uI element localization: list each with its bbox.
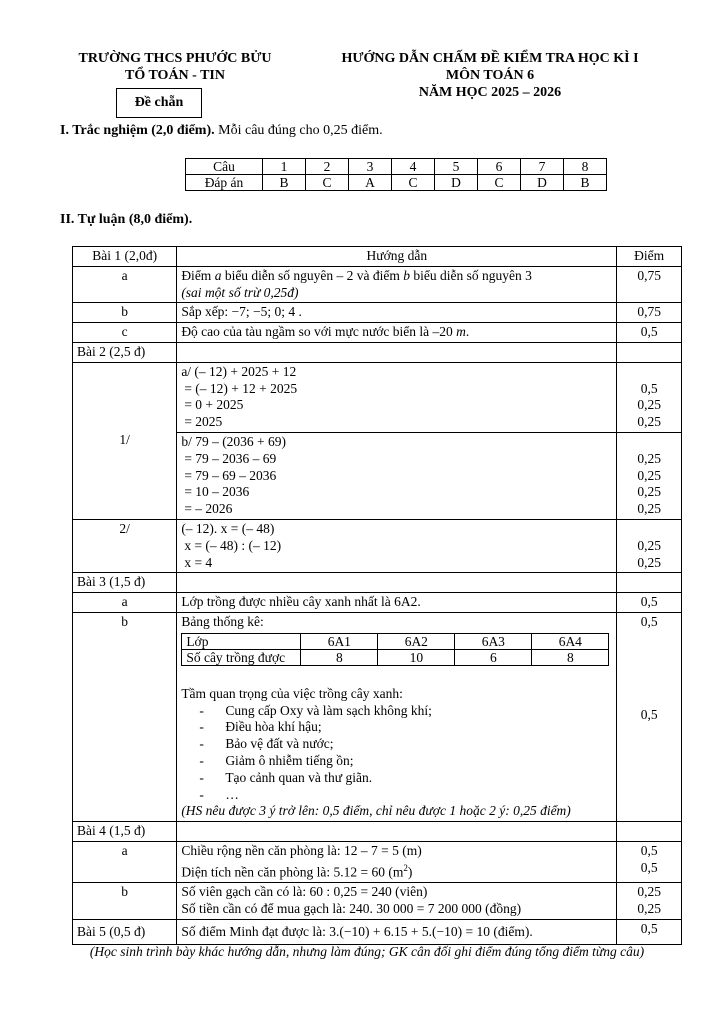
stats-value-row xyxy=(182,649,609,665)
score: 0,5 xyxy=(617,323,682,343)
table-row xyxy=(73,612,682,821)
score: 0,5 xyxy=(640,613,658,629)
stats-table xyxy=(181,633,609,666)
list-item: - … xyxy=(199,787,612,804)
essay-grading-table xyxy=(72,246,682,945)
empty-cell xyxy=(617,822,682,842)
text: + 6.15 + 5. xyxy=(369,923,432,939)
guide-cell xyxy=(177,362,617,432)
school-year: NĂM HỌC 2025 – 2026 xyxy=(418,85,562,100)
guide-cell xyxy=(177,323,617,343)
math-term: (−10) xyxy=(431,923,463,939)
mc-label-question: Câu xyxy=(186,159,263,175)
table-row xyxy=(73,303,682,323)
score-cell xyxy=(617,362,682,432)
stats-value: 10 xyxy=(378,649,455,665)
text: biểu diễn số nguyên – 2 và điểm xyxy=(221,267,404,283)
importance-heading: Tầm quan trọng của việc trồng cây xanh: xyxy=(181,685,403,701)
var-b: b xyxy=(403,267,411,283)
score: 0,5 xyxy=(617,593,682,613)
empty-cell xyxy=(177,342,617,362)
text: = 10 (điểm). xyxy=(462,923,533,939)
guide-cell xyxy=(177,432,617,519)
table-row xyxy=(73,519,682,572)
stats-label: Lớp xyxy=(182,633,301,649)
score xyxy=(621,521,677,538)
list-item: - Tạo cảnh quan và thư giãn. xyxy=(199,770,612,787)
header-left xyxy=(55,50,295,84)
mc-question: 1 xyxy=(263,159,306,175)
table-row xyxy=(73,919,682,945)
guide-line: (– 12). x = (– 48) xyxy=(181,520,275,536)
score: 0,25 xyxy=(637,884,661,899)
importance-list xyxy=(181,703,612,804)
mc-question: 7 xyxy=(521,159,564,175)
col-header-bai1: Bài 1 (2,0đ) xyxy=(73,247,177,267)
header-right xyxy=(300,50,680,101)
mc-answer: C xyxy=(392,175,435,191)
row-label: 1/ xyxy=(73,362,177,519)
footer-note: (Học sinh trình bày khác hướng dẫn, nhưng làm đúng; GK cân đối ghi điểm đúng tổng điểm từng câu) xyxy=(89,944,645,959)
col-header-score: Điểm xyxy=(617,247,682,267)
stats-class: 6A2 xyxy=(378,633,455,649)
score-cell xyxy=(617,432,682,519)
mc-label-answer: Đáp án xyxy=(186,175,263,191)
stats-title: Bảng thống kê: xyxy=(181,613,264,629)
text: Điểm xyxy=(181,267,215,283)
guide-line: = 10 – 2036 xyxy=(184,484,250,500)
stats-value: 8 xyxy=(532,649,609,665)
guide-line: = 2025 xyxy=(184,414,223,430)
row-label: b xyxy=(73,883,177,920)
stats-class: 6A1 xyxy=(301,633,378,649)
row-label: b xyxy=(73,612,177,821)
section-label: Bài 2 (2,5 đ) xyxy=(73,342,177,362)
guide-line: Chiều rộng nền căn phòng là: 12 – 7 = 5 (m) xyxy=(181,842,422,858)
list-item: - Cung cấp Oxy và làm sạch không khí; xyxy=(199,703,612,720)
guide-note: (sai một số trừ 0,25đ) xyxy=(181,284,299,300)
text: . xyxy=(465,324,470,340)
empty-cell xyxy=(617,342,682,362)
guide-cell: Lớp trồng được nhiều cây xanh nhất là 6A2. xyxy=(177,593,617,613)
mc-answer: B xyxy=(564,175,607,191)
guide-cell xyxy=(177,919,617,945)
mc-question: 5 xyxy=(435,159,478,175)
stats-class: 6A4 xyxy=(532,633,609,649)
mc-question: 6 xyxy=(478,159,521,175)
part2-heading-line xyxy=(60,212,192,228)
part1-heading: I. Trắc nghiệm (2,0 điểm). xyxy=(60,123,215,138)
score: 0,5 xyxy=(617,919,682,945)
guide-line: b/ 79 – (2036 + 69) xyxy=(181,433,287,449)
part2-heading: II. Tự luận (8,0 điểm). xyxy=(60,212,193,227)
stats-value: 6 xyxy=(455,649,532,665)
score: 0,5 xyxy=(640,859,658,875)
text: biểu diễn số nguyên 3 xyxy=(410,267,532,283)
school-name: TRƯỜNG THCS PHƯỚC BỬU xyxy=(78,51,272,66)
guide-line: Số tiền cần có để mua gạch là: 240. 30 000 = 7 200 000 (đồng) xyxy=(181,900,522,916)
row-label: b xyxy=(73,303,177,323)
guide-cell xyxy=(177,519,617,572)
exam-variant: Đề chẵn xyxy=(134,95,184,110)
score: 0,25 xyxy=(637,484,661,500)
mc-question: 2 xyxy=(306,159,349,175)
empty-cell xyxy=(617,573,682,593)
mc-answer: C xyxy=(306,175,349,191)
guide-line: = 79 – 69 – 2036 xyxy=(184,467,277,483)
mc-question-row xyxy=(186,159,607,175)
mc-answer-row xyxy=(186,175,607,191)
multiple-choice-table xyxy=(185,158,607,191)
guide-cell xyxy=(177,841,617,882)
guide-cell: Sắp xếp: −7; −5; 0; 4 . xyxy=(177,303,617,323)
mc-question: 4 xyxy=(392,159,435,175)
score: 0,75 xyxy=(617,266,682,303)
list-item: - Bảo vệ đất và nước; xyxy=(199,736,612,753)
list-item: - Giảm ô nhiễm tiếng ồn; xyxy=(199,753,612,770)
guide-line: = 0 + 2025 xyxy=(184,397,244,413)
mc-answer: A xyxy=(349,175,392,191)
section-label: Bài 4 (1,5 đ) xyxy=(73,822,177,842)
table-row xyxy=(73,362,682,432)
guide-line xyxy=(181,268,612,285)
guide-cell xyxy=(177,612,617,821)
score: 0,25 xyxy=(637,397,661,413)
table-header-row xyxy=(73,247,682,267)
mc-answer: B xyxy=(263,175,306,191)
mc-answer: D xyxy=(435,175,478,191)
doc-title: HƯỚNG DẪN CHẤM ĐỀ KIỂM TRA HỌC KÌ I xyxy=(341,51,639,66)
score: 0,5 xyxy=(640,842,658,858)
guide-cell xyxy=(177,883,617,920)
math-term: (−10) xyxy=(339,923,370,939)
table-row xyxy=(73,323,682,343)
table-row xyxy=(73,266,682,303)
empty-cell xyxy=(177,573,617,593)
score xyxy=(621,364,677,381)
stats-class: 6A3 xyxy=(455,633,532,649)
score-cell xyxy=(617,612,682,821)
score: 0,25 xyxy=(637,450,661,466)
score: 0,25 xyxy=(637,501,661,517)
guide-line: = (– 12) + 12 + 2025 xyxy=(184,380,298,396)
score-cell xyxy=(617,841,682,882)
table-row xyxy=(73,593,682,613)
stats-header-row xyxy=(182,633,609,649)
row-label: a xyxy=(73,593,177,613)
row-label: 2/ xyxy=(73,519,177,572)
table-row xyxy=(73,883,682,920)
guide-line xyxy=(181,860,612,881)
score: 0,25 xyxy=(637,414,661,430)
guide-line: Số viên gạch cần có là: 60 : 0,25 = 240 (viên) xyxy=(181,884,428,899)
exam-variant-box xyxy=(116,88,202,118)
part1-heading-line xyxy=(60,123,383,139)
list-item: - Điều hòa khí hậu; xyxy=(199,719,612,736)
col-header-guide: Hướng dẫn xyxy=(177,247,617,267)
stats-label: Số cây trồng được xyxy=(182,649,301,665)
section-label: Bài 5 (0,5 đ) xyxy=(73,919,177,945)
row-label: a xyxy=(73,266,177,303)
guide-line: a/ (– 12) + 2025 + 12 xyxy=(181,363,297,379)
department: TỔ TOÁN - TIN xyxy=(125,68,225,83)
score: 0,5 xyxy=(640,380,658,396)
score: 0,75 xyxy=(617,303,682,323)
spacer xyxy=(181,672,612,686)
score-cell xyxy=(617,883,682,920)
score: 0,5 xyxy=(640,706,658,722)
score-cell xyxy=(617,519,682,572)
superscript: 2 xyxy=(403,862,408,873)
guide-line: x = 4 xyxy=(184,554,213,570)
guide-line: = – 2026 xyxy=(184,501,233,517)
text: ) xyxy=(407,864,413,880)
text: Độ cao của tàu ngầm so với mực nước biển là –20 xyxy=(181,324,457,340)
text: Diện tích nền căn phòng là: 5.12 = 60 (m xyxy=(181,864,404,880)
table-row xyxy=(73,342,682,362)
text: Số điểm Minh đạt được là: 3. xyxy=(181,923,340,939)
unit: m xyxy=(456,324,466,340)
guide-line: x = (– 48) : (– 12) xyxy=(184,537,282,553)
score: 0,25 xyxy=(637,900,661,916)
table-row xyxy=(73,573,682,593)
score: 0,25 xyxy=(637,537,661,553)
part1-note: Mỗi câu đúng cho 0,25 điểm. xyxy=(214,123,383,138)
mc-answer: C xyxy=(478,175,521,191)
mc-answer: D xyxy=(521,175,564,191)
row-label: c xyxy=(73,323,177,343)
guide-line: = 79 – 2036 – 69 xyxy=(184,450,277,466)
stats-value: 8 xyxy=(301,649,378,665)
score: 0,25 xyxy=(637,467,661,483)
empty-cell xyxy=(177,822,617,842)
var-a: a xyxy=(214,267,222,283)
table-row xyxy=(73,822,682,842)
mc-question: 3 xyxy=(349,159,392,175)
score: 0,25 xyxy=(637,554,661,570)
subject: MÔN TOÁN 6 xyxy=(445,68,535,83)
score xyxy=(621,434,677,451)
table-row xyxy=(73,841,682,882)
guide-cell xyxy=(177,266,617,303)
section-label: Bài 3 (1,5 đ) xyxy=(73,573,177,593)
row-label: a xyxy=(73,841,177,882)
grading-note: (HS nêu được 3 ý trở lên: 0,5 điểm, chỉ nêu được 1 hoặc 2 ý: 0,25 điểm) xyxy=(181,803,571,819)
mc-question: 8 xyxy=(564,159,607,175)
